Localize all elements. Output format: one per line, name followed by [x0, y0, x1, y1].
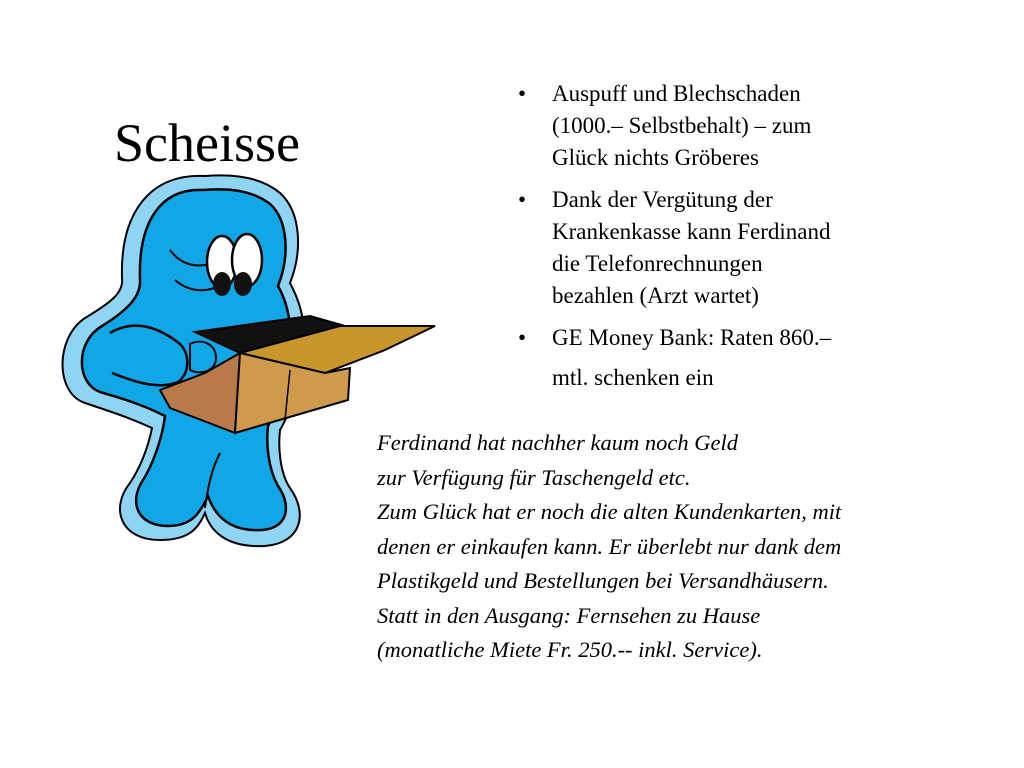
bullet-item: • Dank der Vergütung der Krankenkasse kann Ferdinand die Telefonrechnungen bezahlen (Arzt wartet)	[516, 184, 916, 312]
bullet-item: • Auspuff und Blechschaden (1000.– Selbstbehalt) – zum Glück nichts Gröberes	[516, 78, 916, 174]
slide-title: Scheisse	[114, 113, 300, 173]
italic-note-paragraph: Ferdinand hat nachher kaum noch Geld zur Verfügung für Taschengeld etc. Zum Glück hat er noch die alten Kundenkarten, mit denen er einkaufen kann. Er überlebt nur dank dem Plastikgeld und Bestellungen bei Versandhäusern. Statt in den Ausgang: Fernsehen zu Hause (monatliche Miete Fr. 250.-- inkl. Service).	[377, 430, 842, 662]
bullet-item: • GE Money Bank: Raten 860.– mtl. schenken ein	[516, 322, 916, 394]
bullet-list	[516, 78, 916, 404]
